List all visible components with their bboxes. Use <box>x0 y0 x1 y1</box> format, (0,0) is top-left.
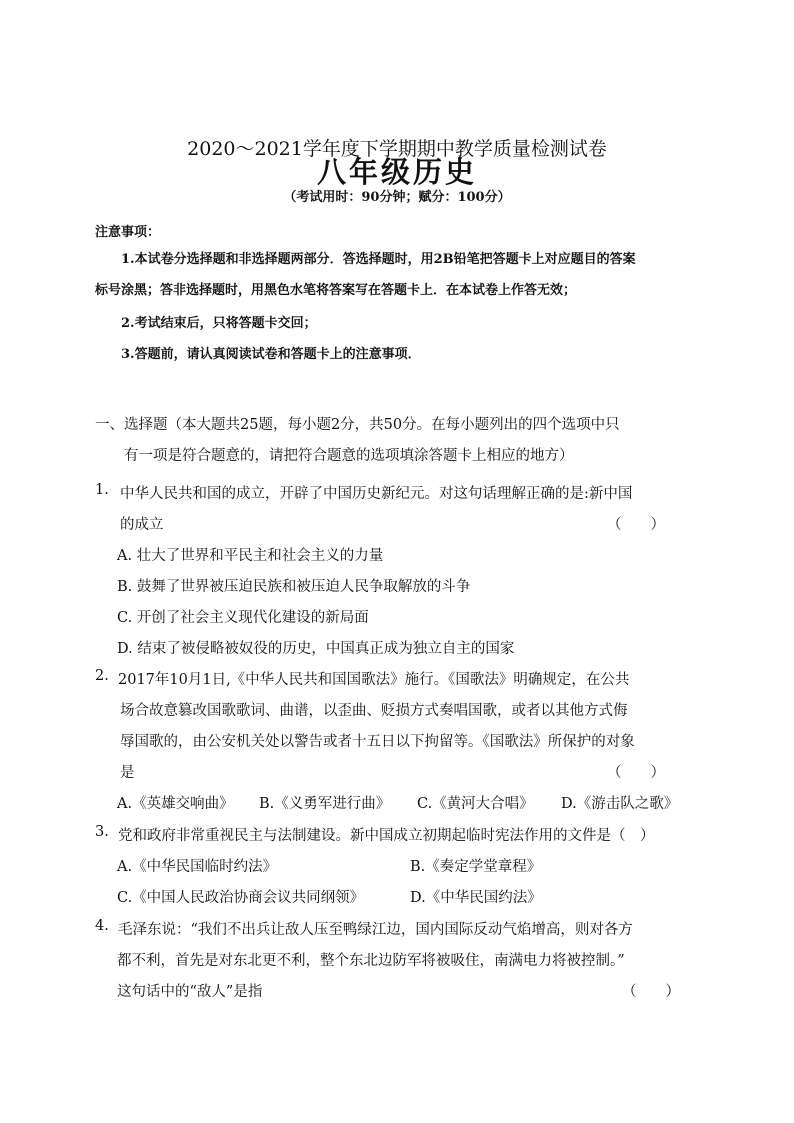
exam-title: 2020～2021学年度下学期期中教学质量检测试卷 <box>187 138 607 160</box>
question-2-option-a: A.《英雄交响曲》 <box>117 796 234 812</box>
question-2-answer-blank: （ ） <box>607 765 665 781</box>
subject-title: 八年级历史 <box>316 155 477 189</box>
question-2-option-b: B.《义勇军进行曲》 <box>259 796 391 812</box>
question-4-stem-line-1: 毛泽东说：“我们不出兵让敌人压至鸭绿江边，国内国际反动气焰增高，则对各方 <box>118 922 633 938</box>
question-3-stem-line-1: 党和政府非常重视民主与法制建设。新中国成立初期起临时宪法作用的文件是（ ） <box>118 828 655 844</box>
question-4-stem-line-2: 都不利，首先是对东北更不利，整个东北边防军将被吸住，南满电力将被控制。” <box>117 953 625 969</box>
question-2-option-c: C.《黄河大合唱》 <box>417 796 534 812</box>
section-1-heading-line-1: 一、选择题（本大题共25题，每小题2分，共50分。在每小题列出的四个选项中只 <box>95 417 620 433</box>
question-3-number: 3. <box>95 824 109 840</box>
notice-item-1-line-2: 标号涂黑；答非选择题时，用黑色水笔将答案写在答题卡上．在本试卷上作答无效； <box>95 283 577 298</box>
section-1-heading-line-2: 有一项是符合题意的，请把符合题意的选项填涂答题卡上相应的地方） <box>124 448 574 464</box>
question-1-number: 1. <box>95 482 109 498</box>
question-2-stem-line-3: 辱国歌的，由公安机关处以警告或者十五日以下拘留等。《国歌法》所保护的对象 <box>120 734 635 750</box>
question-3-option-a: A.《中华民国临时约法》 <box>117 859 278 875</box>
question-3-option-d: D.《中华民国约法》 <box>410 890 542 906</box>
question-2-option-d: D.《游击队之歌》 <box>561 796 679 812</box>
question-3-option-c: C.《中国人民政治协商会议共同纲领》 <box>117 890 365 906</box>
notice-item-1-line-1: 1.本试卷分选择题和非选择题两部分．答选择题时，用2B铅笔把答题卡上对应题目的答案 <box>121 252 636 267</box>
question-4-number: 4. <box>95 918 109 934</box>
question-1-stem-line-2: 的成立 <box>120 517 164 533</box>
question-1-stem-line-1: 中华人民共和国的成立，开辟了中国历史新纪元。对这句话理解正确的是:新中国 <box>120 486 633 502</box>
notice-item-3: 3.答题前，请认真阅读试卷和答题卡上的注意事项． <box>121 347 421 362</box>
exam-info: （考试用时：90分钟；赋分：100分） <box>283 190 511 205</box>
question-1-option-a: A. 壮大了世界和平民主和社会主义的力量 <box>117 548 384 564</box>
question-2-number: 2. <box>95 668 109 684</box>
question-1-option-c: C. 开创了社会主义现代化建设的新局面 <box>117 610 369 626</box>
question-1-answer-blank: （ ） <box>607 517 665 533</box>
question-2-stem-line-2: 场合故意篡改国歌歌词、曲谱，以歪曲、贬损方式奏唱国歌，或者以其他方式侮 <box>120 703 628 719</box>
question-4-stem-line-3: 这句话中的“敌人”是指 <box>117 984 263 1000</box>
question-3-option-b: B.《奏定学堂章程》 <box>410 859 542 875</box>
question-2-stem-line-4: 是 <box>120 765 135 781</box>
notice-heading: 注意事项： <box>95 225 161 240</box>
question-2-stem-line-1: 2017年10月1日,《中华人民共和国国歌法》施行。《国歌法》明确规定，在公共 <box>118 672 630 688</box>
notice-item-2: 2.考试结束后，只将答题卡交回； <box>121 316 317 331</box>
question-4-answer-blank: （ ） <box>622 984 680 1000</box>
question-1-option-d: D. 结束了被侵略被奴役的历史，中国真正成为独立自主的国家 <box>117 641 515 657</box>
question-1-option-b: B. 鼓舞了世界被压迫民族和被压迫人民争取解放的斗争 <box>117 579 471 595</box>
